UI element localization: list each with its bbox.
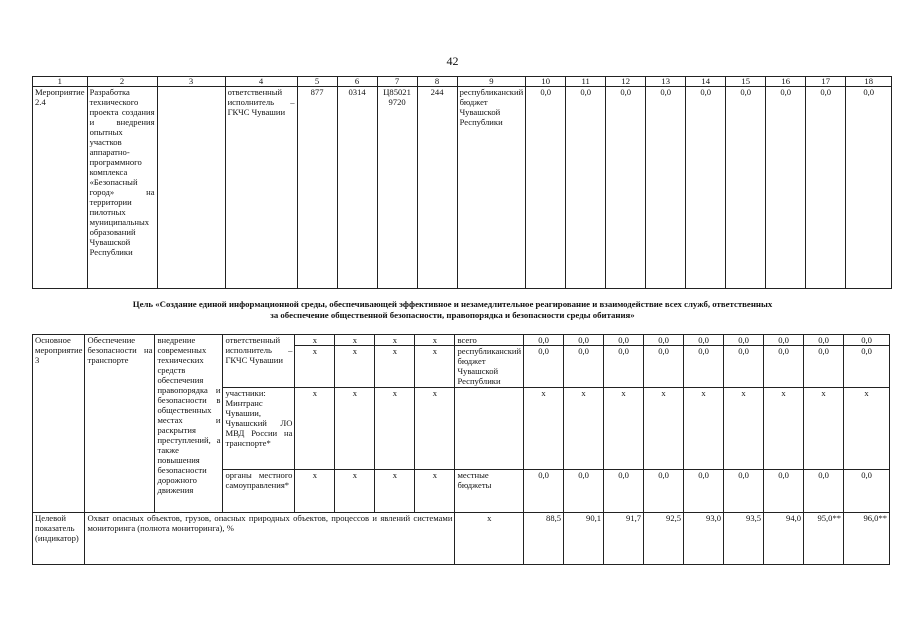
col-number: 8: [417, 77, 457, 87]
value-cell: 0,0: [844, 470, 890, 513]
table-row-main-total: [33, 335, 890, 346]
indicator-text-cell: Охват опасных объектов, грузов, опасных природных объектов, процессов и явлений системами мониторинга (полнота мониторинга), %: [85, 513, 455, 565]
col-number: 12: [606, 77, 646, 87]
code-cell: x: [375, 346, 415, 388]
value-cell: x: [724, 388, 764, 470]
event-executor-cell: ответственный исполнитель – ГКЧС Чувашии: [225, 87, 297, 289]
indicator-value-cell: 90,1: [564, 513, 604, 565]
value-cell: 0,0: [564, 470, 604, 513]
col-number: 17: [806, 77, 846, 87]
code-cell: 244: [417, 87, 457, 289]
value-cell: 0,0: [764, 346, 804, 388]
code-cell: x: [415, 335, 455, 346]
col-number: 1: [33, 77, 88, 87]
value-cell: 0,0: [764, 470, 804, 513]
indicator-value-cell: 96,0**: [844, 513, 890, 565]
code-cell: x: [335, 388, 375, 470]
indicator-value-cell: 94,0: [764, 513, 804, 565]
code-cell: x: [295, 335, 335, 346]
value-cell: 0,0: [684, 335, 724, 346]
value-cell: 0,0: [684, 346, 724, 388]
col-number: 7: [377, 77, 417, 87]
value-cell: 0,0: [604, 335, 644, 346]
main-event-goal-cell: внедрение современных технических средств обеспечения правопорядка и безопасности в общественных местах и раскрытия преступлений, а также повышения безопасности дорожного движения: [155, 335, 223, 513]
value-cell: 0,0: [604, 346, 644, 388]
value-cell: 0,0: [644, 346, 684, 388]
code-cell: x: [335, 470, 375, 513]
value-cell: 0,0: [724, 346, 764, 388]
funding-source-cell: местные бюджеты: [455, 470, 524, 513]
event-id-cell: Мероприятие 2.4: [33, 87, 88, 289]
value-cell: 0,0: [844, 346, 890, 388]
col-number: 16: [766, 77, 806, 87]
value-cell: 0,0: [604, 470, 644, 513]
program-table-bottom: [32, 334, 890, 565]
col-number: 14: [686, 77, 726, 87]
value-cell: 0,0: [524, 470, 564, 513]
value-cell: x: [844, 388, 890, 470]
value-cell: x: [564, 388, 604, 470]
value-cell: x: [764, 388, 804, 470]
goal-line-2: за обеспечение общественной безопасности, правопорядка и безопасности среды обитания»: [270, 310, 635, 320]
local-govt-cell: органы местного самоуправления*: [223, 470, 295, 513]
value-cell: x: [644, 388, 684, 470]
col-number: 4: [225, 77, 297, 87]
indicator-value-cell: 91,7: [604, 513, 644, 565]
indicator-value-cell: 93,5: [724, 513, 764, 565]
col-number: 11: [566, 77, 606, 87]
indicator-value-cell: 88,5: [524, 513, 564, 565]
col-number: 6: [337, 77, 377, 87]
value-cell: 0,0: [766, 87, 806, 289]
event-title-cell: Разработка технического проекта создания и внедрения опытных участков аппаратно-программного комплекса «Безопасный город» на территории пилотных муниципальных образований Чувашской Республики: [87, 87, 157, 289]
code-cell: x: [415, 346, 455, 388]
col-number: 15: [726, 77, 766, 87]
indicator-value-cell: 92,5: [644, 513, 684, 565]
goal-line-1: Цель «Создание единой информационной среды, обеспечивающей эффективное и незамедлительное реагирование и взаимодействие всех служб, ответственных: [132, 299, 773, 309]
value-cell: 0,0: [806, 87, 846, 289]
funding-source-cell: республиканский бюджет Чувашской Республики: [455, 346, 524, 388]
code-cell: x: [295, 470, 335, 513]
value-cell: 0,0: [684, 470, 724, 513]
indicator-value-cell: 93,0: [684, 513, 724, 565]
code-cell: 0314: [337, 87, 377, 289]
col-number: 2: [87, 77, 157, 87]
value-cell: 0,0: [526, 87, 566, 289]
value-cell: 0,0: [564, 335, 604, 346]
col-number: 18: [846, 77, 892, 87]
col-number: 3: [157, 77, 225, 87]
value-cell: 0,0: [724, 470, 764, 513]
value-cell: 0,0: [524, 335, 564, 346]
value-cell: 0,0: [846, 87, 892, 289]
code-cell: 877: [297, 87, 337, 289]
code-cell: x: [415, 388, 455, 470]
indicator-value-cell: 95,0**: [804, 513, 844, 565]
value-cell: 0,0: [764, 335, 804, 346]
code-cell: x: [375, 470, 415, 513]
funding-source-cell: [455, 388, 524, 470]
value-cell: 0,0: [524, 346, 564, 388]
code-cell: x: [375, 335, 415, 346]
code-cell: x: [375, 388, 415, 470]
main-event-id-cell: Основное мероприятие 3: [33, 335, 85, 513]
value-cell: 0,0: [804, 335, 844, 346]
code-cell: Ц85021 9720: [377, 87, 417, 289]
value-cell: 0,0: [724, 335, 764, 346]
value-cell: 0,0: [804, 346, 844, 388]
value-cell: 0,0: [644, 335, 684, 346]
value-cell: 0,0: [646, 87, 686, 289]
value-cell: 0,0: [804, 470, 844, 513]
code-cell: x: [415, 470, 455, 513]
value-cell: 0,0: [686, 87, 726, 289]
funding-source-cell: республиканский бюджет Чувашской Республики: [457, 87, 526, 289]
indicator-x-cell: x: [455, 513, 524, 565]
goal-heading: [32, 299, 873, 321]
value-cell: x: [604, 388, 644, 470]
code-cell: x: [295, 388, 335, 470]
value-cell: 0,0: [644, 470, 684, 513]
code-cell: x: [295, 346, 335, 388]
value-cell: x: [804, 388, 844, 470]
table-row-event-2-4: [33, 87, 892, 289]
col-number: 5: [297, 77, 337, 87]
executor-cell: ответственный исполнитель – ГКЧС Чувашии: [223, 335, 295, 388]
column-number-row: [33, 77, 892, 87]
code-cell: x: [335, 346, 375, 388]
col-number: 10: [526, 77, 566, 87]
value-cell: 0,0: [566, 87, 606, 289]
col-number: 9: [457, 77, 526, 87]
value-cell: 0,0: [844, 335, 890, 346]
table-row-indicator: [33, 513, 890, 565]
value-cell: x: [684, 388, 724, 470]
participants-cell: участники: Минтранс Чувашии, Чувашский ЛО МВД России на транспорте*: [223, 388, 295, 470]
main-event-title-cell: Обеспечение безопасности на транспорте: [85, 335, 155, 513]
code-cell: x: [335, 335, 375, 346]
value-cell: 0,0: [726, 87, 766, 289]
page-number: 42: [446, 54, 459, 68]
funding-source-cell: всего: [455, 335, 524, 346]
event-goal-cell: [157, 87, 225, 289]
indicator-label-cell: Целевой показатель (индикатор): [33, 513, 85, 565]
col-number: 13: [646, 77, 686, 87]
program-table-top: [32, 76, 892, 289]
value-cell: x: [524, 388, 564, 470]
value-cell: 0,0: [606, 87, 646, 289]
value-cell: 0,0: [564, 346, 604, 388]
